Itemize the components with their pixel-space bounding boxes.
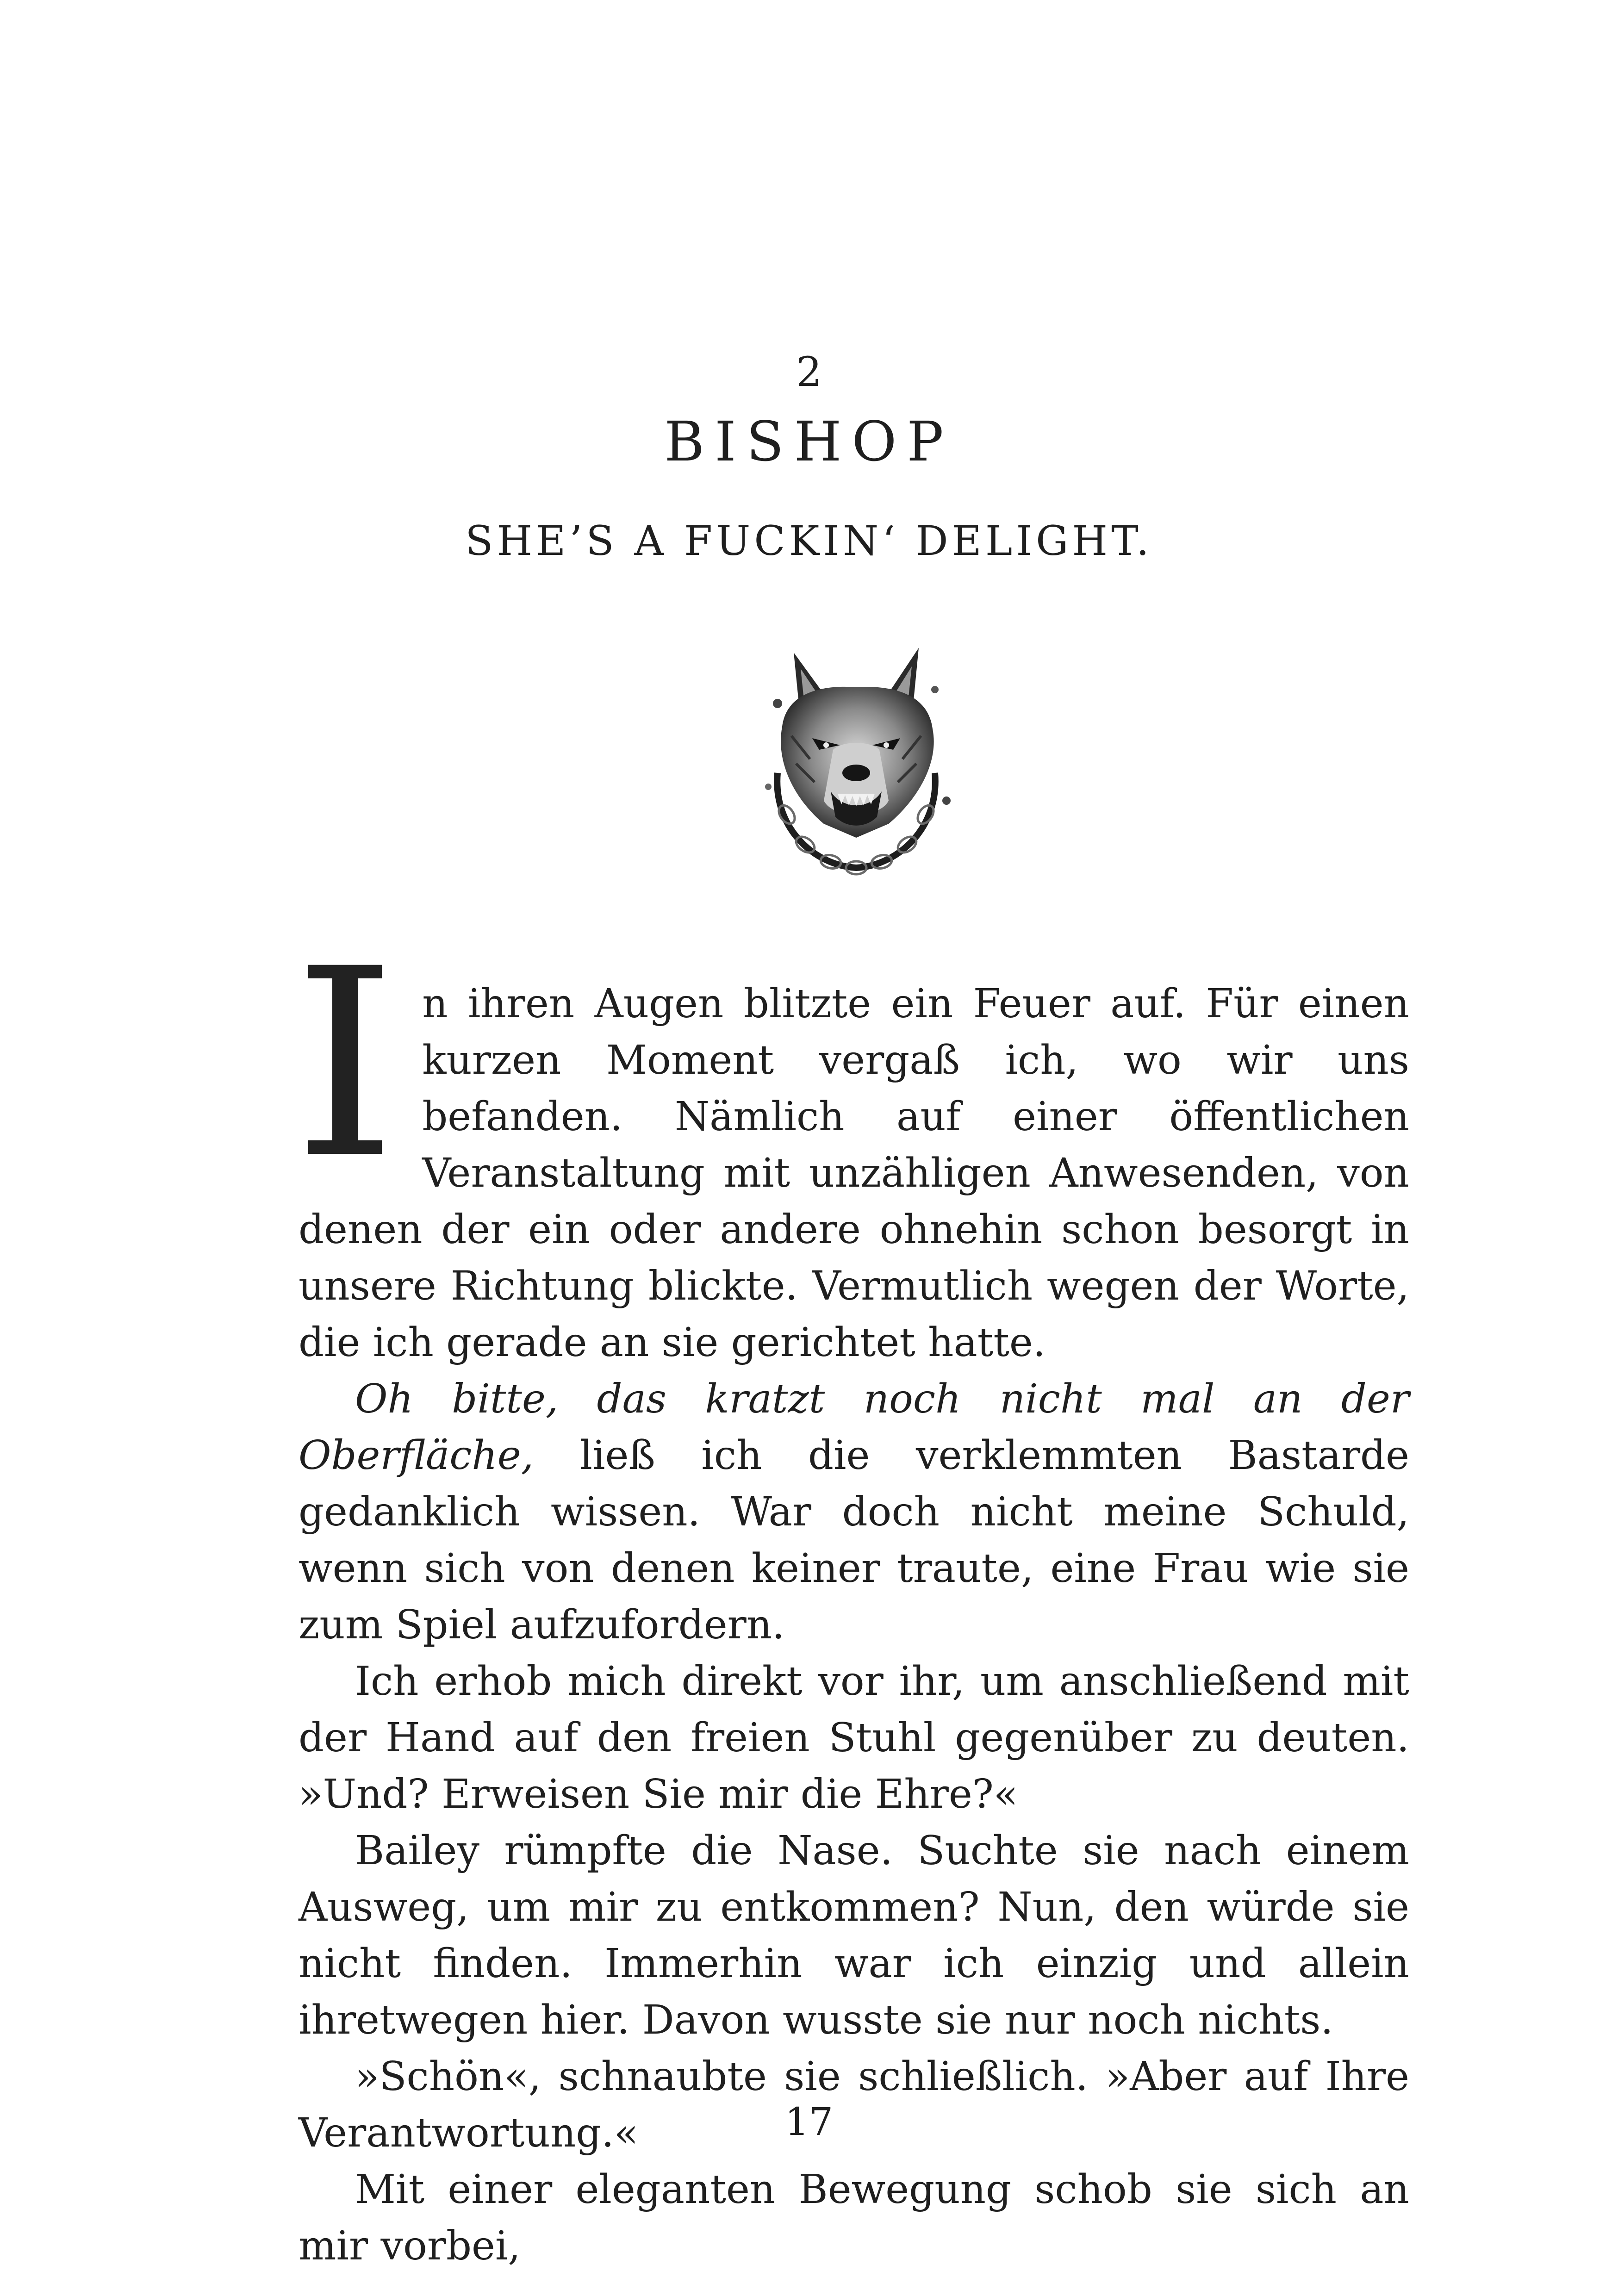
chapter-title: BISHOP: [664, 410, 954, 473]
paragraph-2: [299, 1371, 1409, 1653]
paragraph-3: Ich erhob mich direkt vor ihr, um anschließend mit der Hand auf den freien Stuhl gegenüber zu deuten. »Und? Erweisen Sie mir die Ehre?«: [299, 1658, 1409, 1817]
page-number: 17: [784, 2100, 834, 2144]
body-text: [294, 914, 1409, 2274]
chapter-number: 2: [796, 348, 822, 396]
paragraph-6: Mit einer eleganten Bewegung schob sie sich an mir vorbei,: [299, 2166, 1409, 2269]
drop-cap: I: [294, 914, 397, 1215]
paragraph-4: Bailey rümpfte die Nase. Suchte sie nach einem Ausweg, um mir zu entkommen? Nun, den würde sie nicht finden. Immerhin war ich einzig und allein ihretwegen hier. Davon wusste sie nur noch nichts.: [299, 1828, 1409, 2043]
paragraph-1-text: n ihren Augen blitzte ein Feuer auf. Für einen kurzen Moment vergaß ich, wo wir uns befanden. Nämlich auf einer öffentlichen Veranstaltung mit unzähligen Anwesenden, von denen der ein oder andere ohnehin schon besorgt in unsere Richtung blickte. Vermutlich wegen der Worte, die ich gerade an sie gerichtet hatte.: [299, 981, 1409, 1366]
paragraph-1: [294, 914, 1409, 1371]
paragraph-2-text: ließ ich die verklemmten Bastarde gedanklich wissen. War doch nicht meine Schuld, wenn sich von denen keiner traute, eine Frau wie sie zum Spiel aufzufordern.: [299, 1432, 1409, 1648]
chapter-subtitle: SHE’S A FUCKIN‘ DELIGHT.: [465, 517, 1153, 565]
paragraph-2-italic: Oh bitte, das kratzt noch nicht mal an der Oberfläche,: [299, 1376, 1409, 1479]
wolf-head-chain-icon: [750, 634, 963, 884]
paragraph-5: »Schön«, schnaubte sie schließlich. »Aber auf Ihre Verantwortung.«: [299, 2053, 1409, 2156]
